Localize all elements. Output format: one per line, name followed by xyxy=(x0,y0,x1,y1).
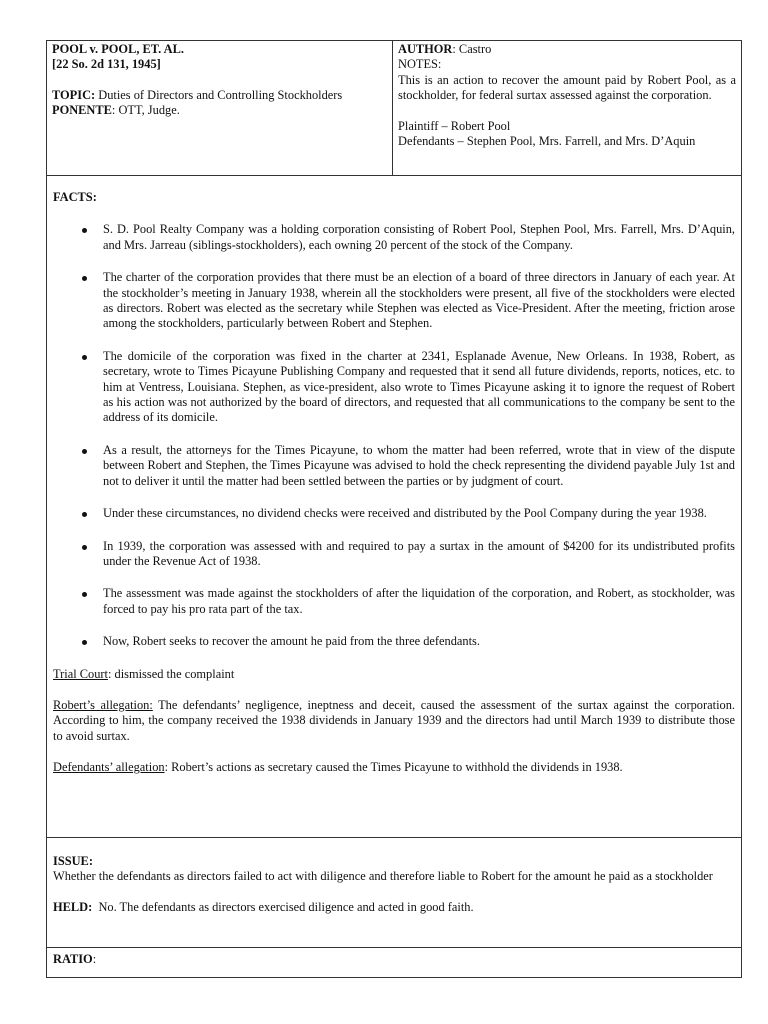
trial-court-paragraph xyxy=(53,667,735,682)
fact-item: The domicile of the corporation was fixed in the charter at 2341, Esplanade Avenue, New Orleans. In 1938, Robert, as secretary, wrote to Times Picayune Publishing Company and requested that it send all future dividends, reports, notices, etc. to him at Ventress, Louisiana. Stephen, as vice-president, also wrote to Times Picayune asking it to ignore the request of Robert as his action was not authorized by the board of directors, and requested that all communications to the company be sent to the address of its domicile. xyxy=(53,349,735,426)
ratio-label: RATIO xyxy=(53,952,93,966)
held-label: HELD: xyxy=(53,899,93,914)
author-line xyxy=(398,42,736,57)
plaintiff-line: Plaintiff – Robert Pool xyxy=(398,118,511,133)
trial-court-text: : dismissed the complaint xyxy=(107,666,235,681)
author-value: : Castro xyxy=(452,42,492,56)
author-label: AUTHOR xyxy=(398,42,453,56)
defendants-allegation-text: : Robert’s actions as secretary caused the Times Picayune to withhold the dividends in 1938. xyxy=(164,760,623,775)
notes-text: This is an action to recover the amount paid by Robert Pool, as a stockholder, for federal surtax assessed against the corporation. xyxy=(398,72,736,103)
robert-allegation-paragraph xyxy=(53,698,735,744)
issue-label: ISSUE: xyxy=(53,854,93,868)
case-header xyxy=(47,41,741,176)
topic-value: Duties of Directors and Controlling Stockholders xyxy=(95,87,343,102)
fact-item: The assessment was made against the stockholders of after the liquidation of the corporation, and Robert, as stockholder, was forced to pay his pro rata part of the tax. xyxy=(53,586,735,617)
ratio-section xyxy=(47,948,741,967)
notes-label: NOTES: xyxy=(398,57,442,72)
defendants-line: Defendants – Stephen Pool, Mrs. Farrell, and Mrs. D’Aquin xyxy=(398,134,696,149)
case-info-cell xyxy=(47,41,393,175)
held-line xyxy=(53,900,735,915)
facts-title: FACTS: xyxy=(53,190,97,204)
facts-list xyxy=(53,222,735,649)
fact-item: S. D. Pool Realty Company was a holding corporation consisting of Robert Pool, Stephen Pool, Mrs. Farrell, Mrs. D’Aquin, and Mrs. Jarreau (siblings-stockholders), each owning 20 percent of the stock of the Company. xyxy=(53,222,735,253)
fact-item: As a result, the attorneys for the Times Picayune, to whom the matter had been referred, wrote that in view of the dispute between Robert and Stephen, the Times Picayune was advised to hold the check representing the dividend payable July 1st and not to deliver it until the matter had been settled between the parties or by judgment of court. xyxy=(53,443,735,489)
facts-section xyxy=(47,176,741,838)
case-citation: [22 So. 2d 131, 1945] xyxy=(52,57,161,72)
robert-allegation-text: The defendants’ negligence, ineptness and deceit, caused the assessment of the surtax against the corporation. According to him, the company received the 1938 dividends in January 1939 and the directors had until March 1939 to distribute those to avoid surtax. xyxy=(53,697,736,743)
robert-allegation-label: Robert’s allegation: xyxy=(53,697,153,712)
ponente-value: : OTT, Judge. xyxy=(111,103,180,118)
defendants-allegation-paragraph xyxy=(53,760,735,775)
case-title: POOL v. POOL, ET. AL. xyxy=(52,42,184,56)
topic-line xyxy=(52,88,387,103)
issue-section xyxy=(47,838,741,948)
topic-label: TOPIC: xyxy=(52,87,96,102)
trial-court-label: Trial Court xyxy=(53,666,108,681)
ponente-label: PONENTE xyxy=(52,103,112,118)
held-text: No. The defendants as directors exercised diligence and acted in good faith. xyxy=(92,899,474,914)
ratio-suffix: : xyxy=(92,952,97,966)
ponente-line xyxy=(52,103,387,118)
issue-text: Whether the defendants as directors failed to act with diligence and therefore liable to Robert for the amount he paid as a stockholder xyxy=(53,869,713,884)
notes-cell xyxy=(393,41,741,175)
fact-item: The charter of the corporation provides that there must be an election of a board of three directors in January of each year. At the stockholder’s meeting in January 1938, wherein all the stockholders were present, all five of the stockholders were elected as directors. Robert was elected as the secretary while Stephen was elected as Vice-President. After the meeting, friction arose among the stockholders, particularly between Robert and Stephen. xyxy=(53,270,735,332)
fact-item: Now, Robert seeks to recover the amount he paid from the three defendants. xyxy=(53,634,735,649)
case-digest xyxy=(46,40,742,978)
defendants-allegation-label: Defendants’ allegation xyxy=(53,760,165,775)
fact-item: Under these circumstances, no dividend checks were received and distributed by the Pool Company during the year 1938. xyxy=(53,506,735,521)
fact-item: In 1939, the corporation was assessed with and required to pay a surtax in the amount of $4200 for its undistributed profits under the Revenue Act of 1938. xyxy=(53,539,735,570)
